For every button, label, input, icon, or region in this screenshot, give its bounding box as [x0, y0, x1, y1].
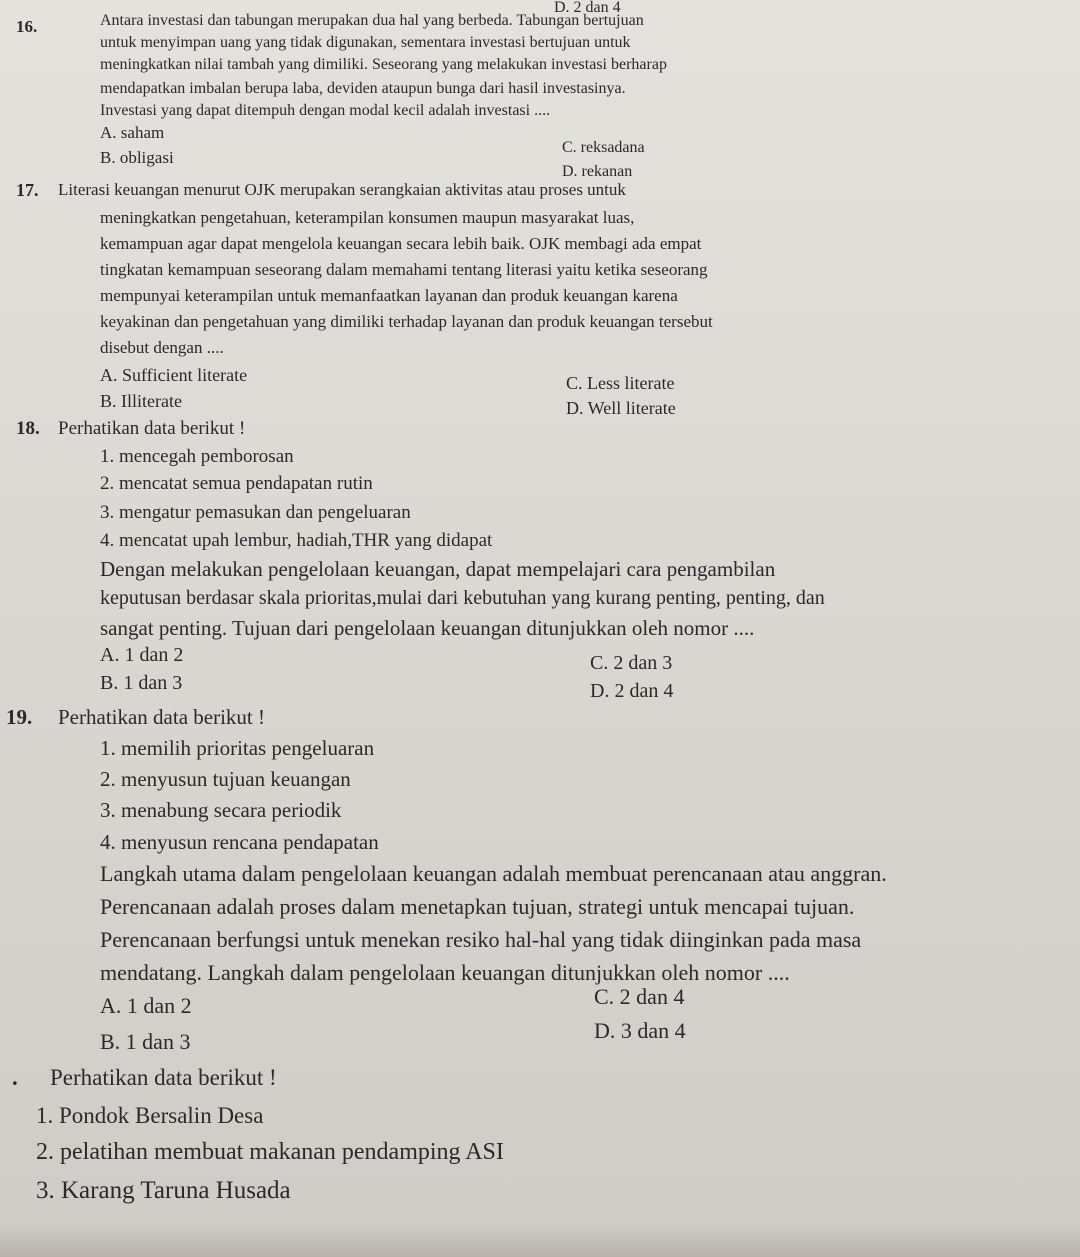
question-17-option-b: B. Illiterate: [100, 391, 182, 411]
question-19-option-d: D. 3 dan 4: [594, 1018, 686, 1043]
question-19-item: 2. menyusun tujuan keuangan: [100, 767, 351, 791]
question-17-line: Literasi keuangan menurut OJK merupakan serangkaian aktivitas atau proses untuk: [58, 180, 626, 199]
question-17-line: keyakinan dan pengetahuan yang dimiliki terhadap layanan dan produk keuangan tersebut: [100, 312, 713, 331]
question-20-intro: Perhatikan data berikut !: [50, 1065, 277, 1090]
question-16-line: Antara investasi dan tabungan merupakan dua hal yang berbeda. Tabungan bertujuan: [100, 12, 644, 29]
question-16-option-c: C. reksadana: [562, 139, 645, 156]
question-18-number: 18.: [16, 418, 40, 439]
question-18-line: sangat penting. Tujuan dari pengelolaan keuangan ditunjukkan oleh nomor ....: [100, 616, 755, 640]
question-17-line: kemampuan agar dapat mengelola keuangan secara lebih baik. OJK membagi ada empat: [100, 234, 702, 253]
question-19-intro: Perhatikan data berikut !: [58, 705, 266, 729]
question-18-option-c: C. 2 dan 3: [590, 652, 673, 674]
page-bottom-shadow: [0, 1223, 1080, 1257]
question-20-item: 1. Pondok Bersalin Desa: [36, 1103, 264, 1128]
question-16-line: mendapatkan imbalan berupa laba, deviden ataupun bunga dari hasil investasinya.: [100, 80, 626, 97]
question-16-line: meningkatkan nilai tambah yang dimiliki. Seseorang yang melakukan investasi berharap: [100, 56, 667, 73]
question-18-item: 3. mengatur pemasukan dan pengeluaran: [100, 502, 411, 523]
question-18-item: 1. mencegah pemborosan: [100, 446, 294, 467]
question-16-option-d: D. rekanan: [562, 163, 633, 180]
question-19-line: mendatang. Langkah dalam pengelolaan keuangan ditunjukkan oleh nomor ....: [100, 960, 790, 985]
question-20-item: 3. Karang Taruna Husada: [36, 1177, 291, 1204]
question-19-option-a: A. 1 dan 2: [100, 993, 192, 1018]
question-18-option-b: B. 1 dan 3: [100, 672, 183, 694]
question-18-item: 4. mencatat upah lembur, hadiah,THR yang didapat: [100, 530, 493, 551]
question-19-item: 4. menyusun rencana pendapatan: [100, 830, 379, 854]
question-18-item: 2. mencatat semua pendapatan rutin: [100, 473, 373, 494]
question-19-option-c: C. 2 dan 4: [594, 984, 685, 1009]
question-19-item: 1. memilih prioritas pengeluaran: [100, 736, 375, 760]
question-17-line: disebut dengan ....: [100, 338, 224, 357]
previous-option-d: D. 2 dan 4: [554, 0, 621, 16]
question-18-intro: Perhatikan data berikut !: [58, 418, 246, 439]
question-19-option-b: B. 1 dan 3: [100, 1029, 191, 1054]
question-20-item: 2. pelatihan membuat makanan pendamping ASI: [36, 1139, 504, 1165]
question-17-option-c: C. Less literate: [566, 373, 675, 393]
question-18-option-d: D. 2 dan 4: [590, 680, 674, 702]
question-16-option-a: A. saham: [100, 123, 165, 142]
question-18-option-a: A. 1 dan 2: [100, 644, 184, 666]
question-20-number: .: [12, 1065, 18, 1090]
question-17-option-a: A. Sufficient literate: [100, 365, 248, 385]
question-19-line: Perencanaan adalah proses dalam menetapkan tujuan, strategi untuk mencapai tujuan.: [100, 894, 855, 919]
question-16-line: untuk menyimpan uang yang tidak digunakan, sementara investasi bertujuan untuk: [100, 34, 631, 51]
question-17-number: 17.: [16, 180, 39, 200]
question-18-line: Dengan melakukan pengelolaan keuangan, dapat mempelajari cara pengambilan: [100, 557, 776, 581]
question-19-line: Perencanaan berfungsi untuk menekan resiko hal-hal yang tidak diinginkan pada masa: [100, 927, 862, 952]
question-19-item: 3. menabung secara periodik: [100, 798, 342, 822]
question-19-line: Langkah utama dalam pengelolaan keuangan adalah membuat perencanaan atau anggran.: [100, 861, 887, 886]
question-17-option-d: D. Well literate: [566, 398, 676, 418]
question-18-line: keputusan berdasar skala prioritas,mulai dari kebutuhan yang kurang penting, penting, dan: [100, 587, 825, 609]
question-17-line: meningkatkan pengetahuan, keterampilan konsumen maupun masyarakat luas,: [100, 208, 635, 227]
question-19-number: 19.: [6, 705, 33, 729]
question-16-number: 16.: [16, 17, 38, 36]
question-16-line: Investasi yang dapat ditempuh dengan modal kecil adalah investasi ....: [100, 102, 551, 119]
question-17-line: mempunyai keterampilan untuk memanfaatkan layanan dan produk keuangan karena: [100, 286, 678, 305]
question-17-line: tingkatan kemampuan seseorang dalam memahami tentang literasi yaitu ketika seseorang: [100, 260, 708, 279]
question-16-option-b: B. obligasi: [100, 148, 174, 167]
